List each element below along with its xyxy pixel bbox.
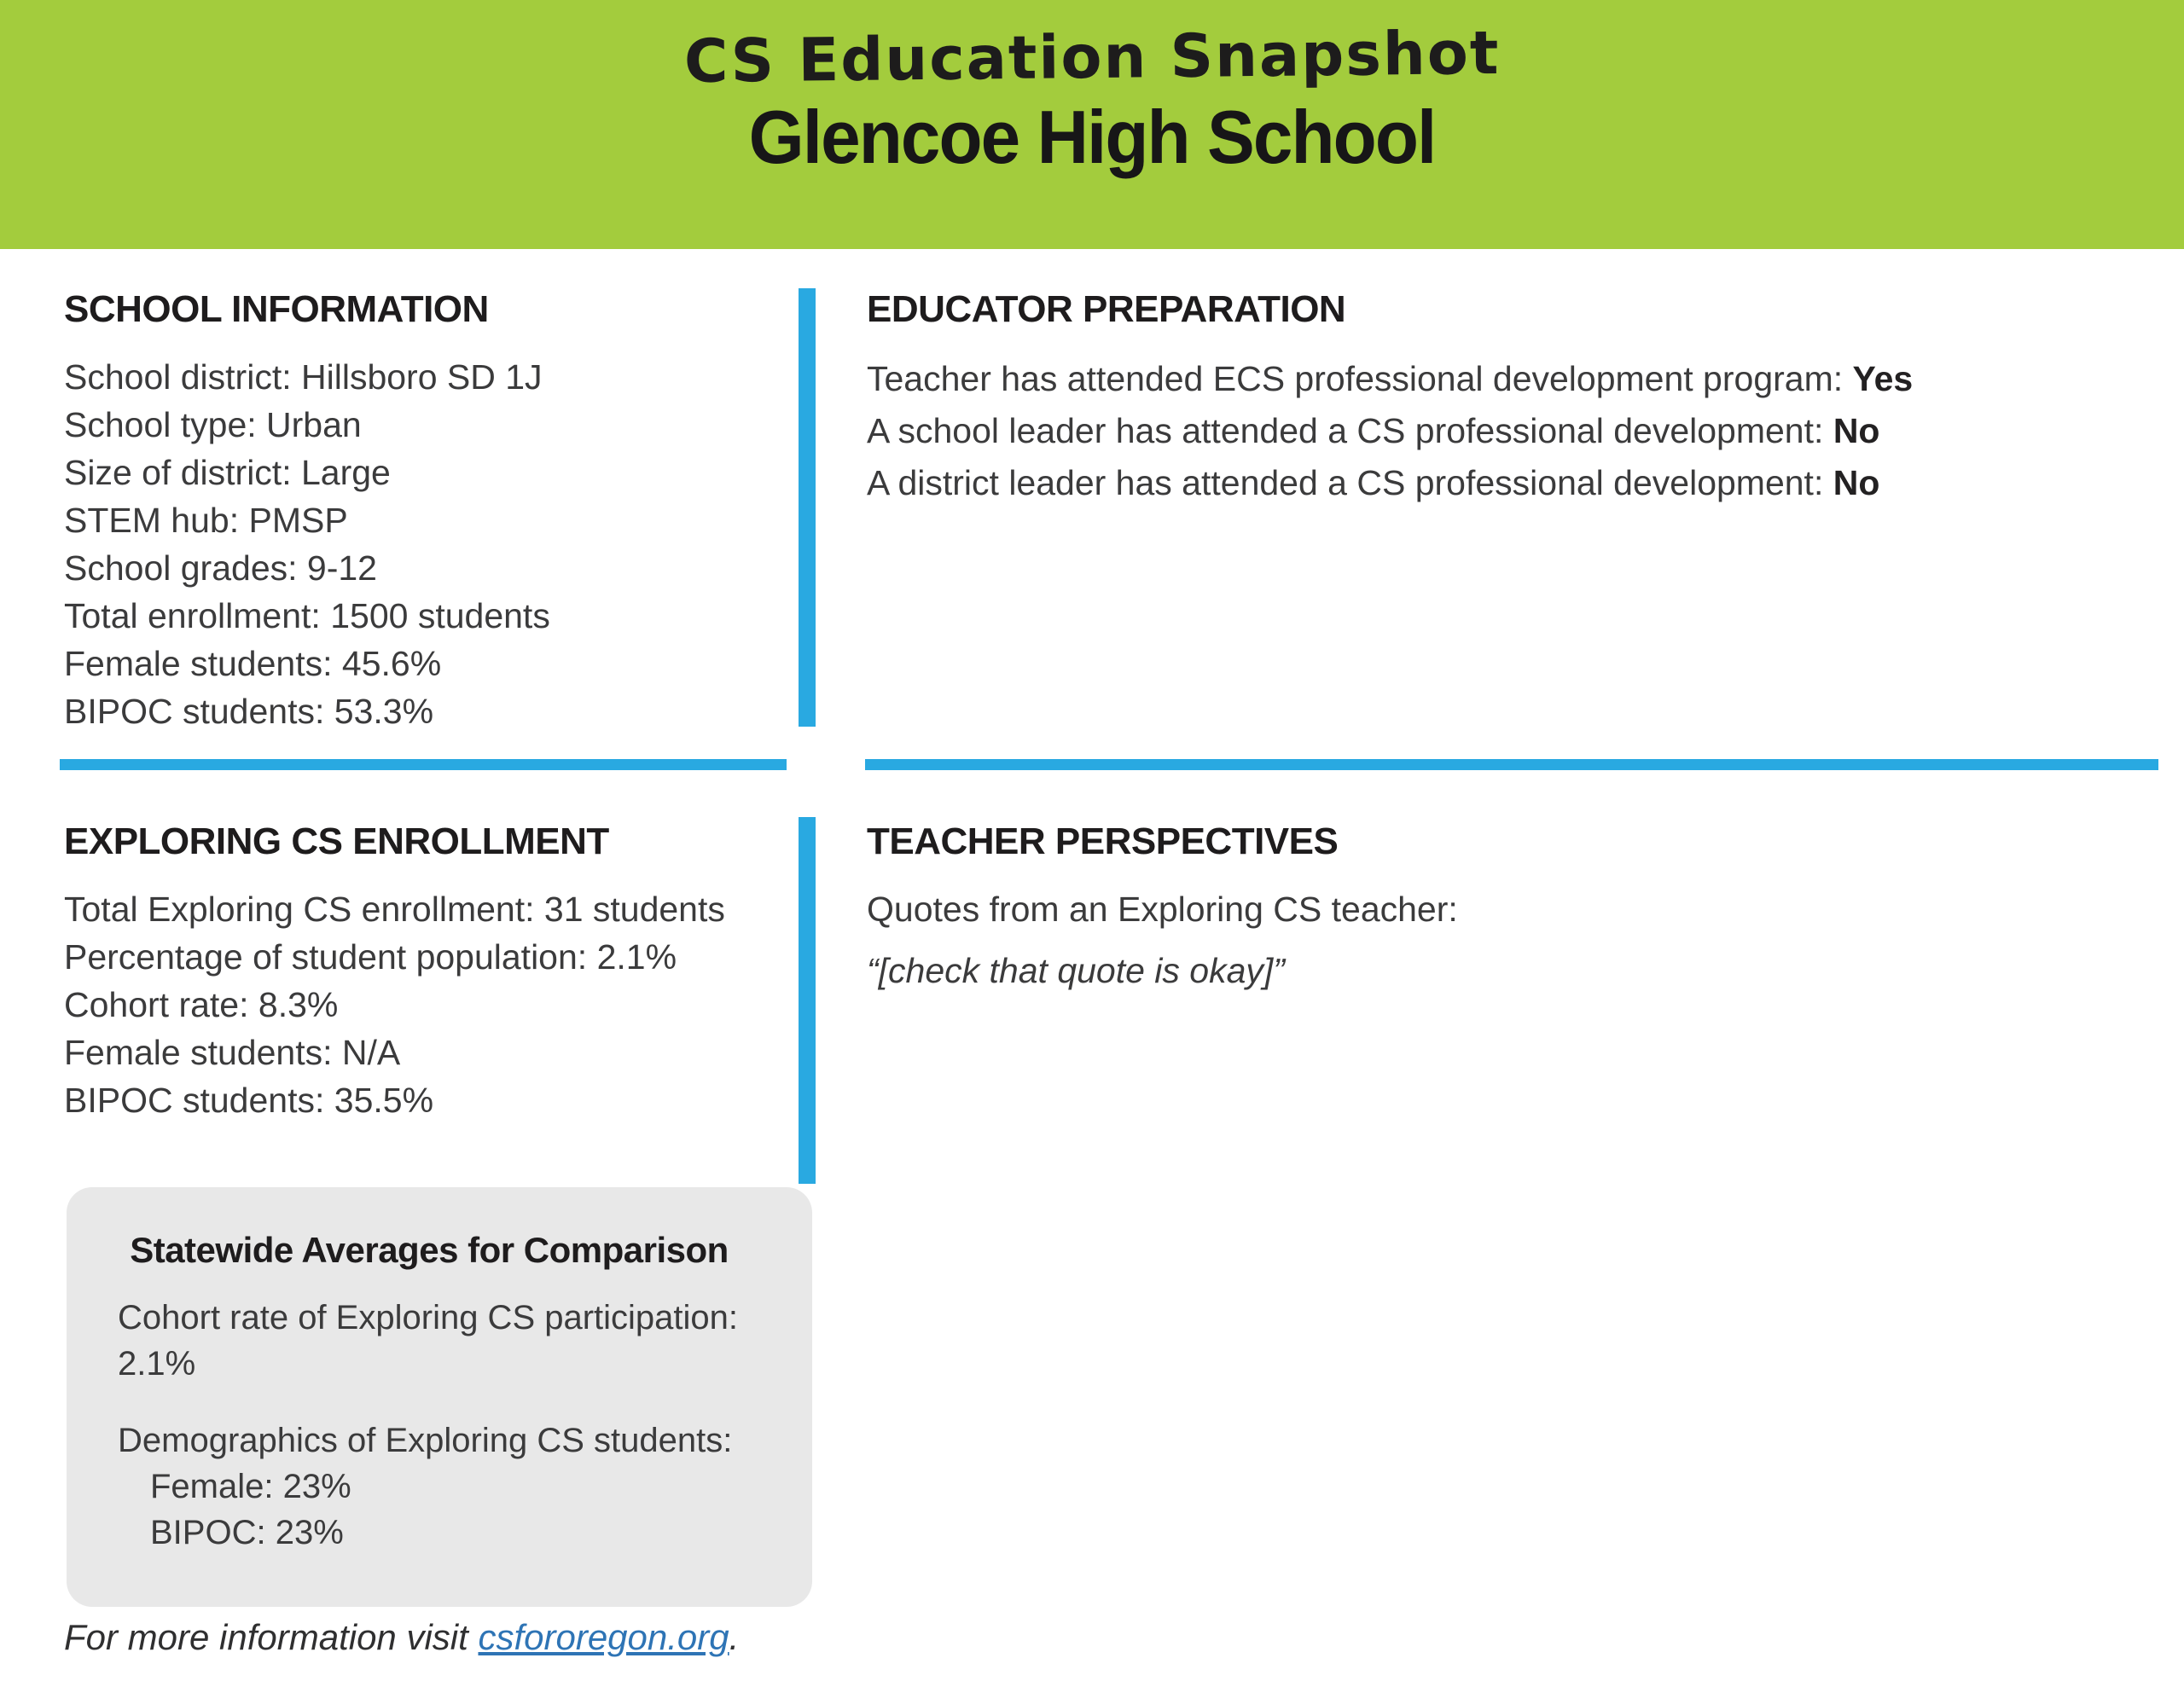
- demographic-value: 23%: [282, 1468, 351, 1505]
- teacher-quote-intro: Quotes from an Exploring CS teacher:: [867, 890, 1458, 929]
- educator-label: Teacher has attended ECS professional development program:: [867, 359, 1844, 398]
- educator-label: A school leader has attended a CS professional development:: [867, 411, 1824, 450]
- info-value: 53.3%: [334, 692, 434, 731]
- info-value: Hillsboro SD 1J: [301, 357, 543, 397]
- info-row-female: [64, 640, 764, 687]
- exploring-label: Female students:: [64, 1033, 333, 1072]
- demographic-label: Female:: [150, 1468, 274, 1505]
- info-row-district-size: [64, 449, 764, 496]
- info-row-type: [64, 401, 764, 449]
- column-divider-bottom: [799, 817, 816, 1184]
- exploring-label: Cohort rate:: [64, 985, 249, 1024]
- exploring-value: 2.1%: [596, 937, 677, 977]
- info-value: 45.6%: [341, 644, 442, 683]
- exploring-row-female: [64, 1029, 755, 1076]
- educator-label: A district leader has attended a CS professional development:: [867, 463, 1824, 502]
- info-label: School district:: [64, 357, 292, 397]
- section-exploring-cs-enrollment: [64, 820, 755, 1124]
- info-row-enrollment: [64, 592, 764, 640]
- info-label: Female students:: [64, 644, 333, 683]
- info-row-district: [64, 353, 764, 401]
- exploring-row-total: [64, 885, 755, 933]
- statewide-averages-title: Statewide Averages for Comparison: [130, 1230, 729, 1270]
- info-row-bipoc: [64, 687, 764, 735]
- statewide-averages-box: [67, 1187, 812, 1607]
- educator-value: No: [1833, 411, 1880, 450]
- section-school-information: [64, 288, 764, 735]
- footer-period: .: [729, 1617, 740, 1657]
- section-title-educator-preparation: EDUCATOR PREPARATION: [867, 288, 1346, 330]
- exploring-label: BIPOC students:: [64, 1081, 325, 1120]
- header-banner: [0, 0, 2184, 249]
- exploring-value: 8.3%: [258, 985, 339, 1024]
- demographic-value: 23%: [275, 1514, 344, 1551]
- info-label: BIPOC students:: [64, 692, 325, 731]
- educator-row-school-leader-pd: [867, 405, 2158, 457]
- statewide-demographic-bipoc: [150, 1510, 741, 1556]
- educator-row-teacher-pd: [867, 353, 2158, 405]
- section-title-school-information: SCHOOL INFORMATION: [64, 288, 489, 330]
- info-label: Total enrollment:: [64, 596, 321, 635]
- statewide-demographics-line: Demographics of Exploring CS students:: [118, 1422, 733, 1459]
- footer-text: For more information visit: [64, 1617, 479, 1657]
- info-label: Size of district:: [64, 453, 292, 492]
- csfororegon-link[interactable]: csfororegon.org: [478, 1617, 729, 1657]
- section-educator-preparation: [867, 288, 2158, 509]
- exploring-label: Percentage of student population:: [64, 937, 588, 977]
- exploring-value: 31 students: [543, 890, 725, 929]
- info-value: Urban: [266, 405, 362, 444]
- exploring-row-cohort-rate: [64, 981, 755, 1029]
- exploring-value: N/A: [341, 1033, 401, 1072]
- section-title-exploring-cs-enrollment: EXPLORING CS ENROLLMENT: [64, 820, 609, 862]
- info-value: PMSP: [248, 501, 348, 540]
- exploring-value: 35.5%: [334, 1081, 434, 1120]
- statewide-cohort-line: Cohort rate of Exploring CS participation: 2.1%: [118, 1299, 739, 1383]
- info-value: 9-12: [306, 548, 377, 588]
- info-label: School type:: [64, 405, 257, 444]
- exploring-label: Total Exploring CS enrollment:: [64, 890, 535, 929]
- column-divider-top: [799, 288, 816, 727]
- info-row-stem-hub: [64, 496, 764, 544]
- exploring-row-bipoc: [64, 1076, 755, 1124]
- horizontal-divider-right: [865, 759, 2158, 770]
- info-row-grades: [64, 544, 764, 592]
- info-label: STEM hub:: [64, 501, 240, 540]
- teacher-quote: “[check that quote is okay]”: [867, 951, 1285, 990]
- educator-row-district-leader-pd: [867, 457, 2158, 509]
- section-teacher-perspectives: [867, 820, 2129, 994]
- exploring-row-percentage: [64, 933, 755, 981]
- horizontal-divider-left: [60, 759, 787, 770]
- school-name-title: Glencoe High School: [748, 95, 1436, 179]
- report-kicker: CS Education Snapshot: [683, 17, 1501, 97]
- educator-value: Yes: [1852, 359, 1914, 398]
- section-title-teacher-perspectives: TEACHER PERSPECTIVES: [867, 820, 1339, 862]
- demographic-label: BIPOC:: [150, 1514, 266, 1551]
- info-value: 1500 students: [330, 596, 550, 635]
- statewide-demographic-female: [150, 1464, 741, 1510]
- educator-value: No: [1833, 463, 1880, 502]
- footer-note: [64, 1617, 739, 1658]
- info-label: School grades:: [64, 548, 298, 588]
- info-value: Large: [301, 453, 391, 492]
